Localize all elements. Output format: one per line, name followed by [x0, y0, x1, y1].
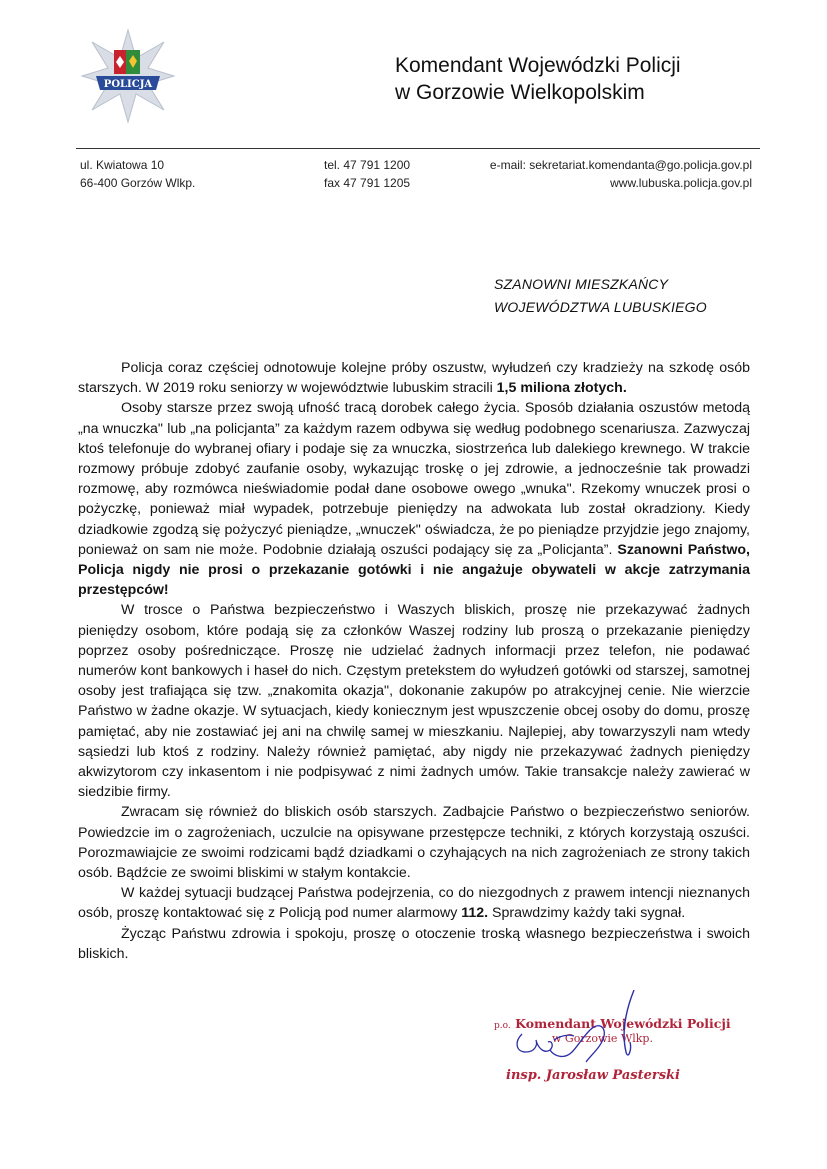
paragraph-2-text: Osoby starsze przez swoją ufność tracą dorobek całego życia. Sposób działania oszustów metodą „na wnuczka" lub „na policjanta” za każdym razem odbywa się według podobnego scenariusza. Zazwyczaj ktoś telefonuje do wybranej ofiary i podaje się za wnuczka, siostrzeńca lub dalekiego krewnego. W trakcie rozmowy próbuje zdobyć zaufanie osoby, wykazując troskę o jej zdrowie, a jednocześnie tak prowadzi rozmowę, aby rozmówca nieświadomie podał dane osobowe owego „wnuka". Rzekomy wnuczek prosi o pożyczkę, ponieważ miał wypadek, potrzebuje pieniędzy na adwokata lub został okradziony. Kiedy dziadkowie zgodzą się pożyczyć pieniądze, „wnuczek" oświadcza, że po pieniądze przyjdzie jego znajomy, ponieważ on sam nie może. Podobnie działają oszuści podający się za „Policjanta”.	[78, 400, 750, 558]
recipient-line-2: WOJEWÓDZTWA LUBUSKIEGO	[494, 299, 707, 315]
paragraph-6: Życząc Państwu zdrowia i spokoju, proszę o otoczenie troską własnego bezpieczeństwa i swoich bliskich.	[78, 925, 750, 962]
letterhead-title	[395, 52, 755, 106]
police-star-logo	[80, 28, 176, 124]
web-contact-block	[490, 156, 752, 192]
paragraph-5	[78, 883, 750, 923]
phone-fax: fax 47 791 1205	[324, 176, 411, 190]
paragraph-5-text: W każdej sytuacji budzącej Państwa podejrzenia, co do niezgodnych z prawem intencji nieznanych osób, proszę kontaktować się z Policją pod numer alarmowy	[78, 885, 750, 922]
header-divider	[76, 148, 760, 149]
stamp-prefix: p.o.	[494, 1021, 511, 1031]
email-text: e-mail: sekretariat.komendanta@go.policja.gov.pl	[489, 158, 752, 172]
logo-label: POLICJA	[103, 79, 153, 90]
paragraph-2-bold: Szanowni Państwo, Policja nigdy nie prosi o przekazanie gotówki i nie angażuje obywateli w akcje zatrzymania przestępców!	[78, 541, 750, 599]
handwritten-signature-icon	[494, 990, 754, 1100]
recipient-block	[494, 273, 707, 319]
address-city: 66-400 Gorzów Wlkp.	[80, 176, 196, 190]
title-line-2: w Gorzowie Wielkopolskim	[395, 81, 645, 104]
paragraph-1-text: Policja coraz częściej odnotowuje kolejne próby oszustw, wyłudzeń czy kradzieży na szkodę osób starszych. W 2019 roku seniorzy w województwie lubuskim stracili	[78, 360, 750, 397]
recipient-line-1: SZANOWNI MIESZKAŃCY	[494, 276, 669, 292]
paragraph-3: W trosce o Państwa bezpieczeństwo i Waszych bliskich, proszę nie przekazywać żadnych pieniędzy osobom, które podają się za członków Waszej rodziny lub proszą o przekazanie pieniędzy poprzez osoby pośredniczące. Proszę nie udzielać żadnych informacji przez telefon, nie podawać numerów kont bankowych i haseł do nich. Częstym pretekstem do wyłudzeń gotówki od starszej, samotnej osoby jest trafiająca się tzw. „znakomita okazja", dokonanie zakupów po atrakcyjnej cenie. Nie wierzcie Państwo w żadne okazje. W sytuacjach, kiedy koniecznym jest wpuszczenie obcej osoby do domu, proszę pamiętać, aby nie zostawiać jej ani na chwilę samej w mieszkaniu. Najlepiej, aby towarzyszyli nam wtedy sąsiedzi lub ktoś z rodziny. Należy również pamiętać, aby nigdy nie przekazywać żadnych pieniędzy akwizytorom czy inkasentom i nie podpisywać z nimi żadnych umów. Takie transakcje należy zawierać w siedzibie firmy.	[78, 602, 750, 801]
address-street: ul. Kwiatowa 10	[80, 158, 165, 172]
phone-block	[324, 156, 410, 192]
police-star-icon	[80, 28, 176, 124]
title-line-1: Komendant Wojewódzki Policji	[395, 54, 681, 77]
paragraph-2	[78, 398, 750, 600]
paragraph-5-bold: 112.	[461, 905, 489, 922]
address-block	[80, 156, 195, 192]
paragraph-4: Zwracam się również do bliskich osób starszych. Zadbajcie Państwo o bezpieczeństwo seniorów. Powiedzcie im o zagrożeniach, uczulcie na opisywane przestępcze techniki, z których korzystają oszuści. Porozmawiajcie ze swoimi rodzicami bądź dziadkami o czyhających na nich zagrożeniach ze strony takich osób. Bądźcie ze swoimi bliskimi w stałym kontakcie.	[78, 804, 750, 882]
paragraph-5-tail: Sprawdzimy każdy taki sygnał.	[488, 905, 686, 922]
stamp-line-2: w Gorzowie Wlkp.	[552, 1032, 653, 1045]
paragraph-1	[78, 358, 750, 398]
stamp-title: Komendant Wojewódzki Policji	[515, 1016, 731, 1031]
phone-tel: tel. 47 791 1200	[324, 158, 411, 172]
signature-block	[494, 990, 754, 1100]
stamp-name: insp. Jarosław Pasterski	[506, 1068, 680, 1083]
letter-body	[78, 358, 750, 964]
website-text: www.lubuska.policja.gov.pl	[610, 176, 752, 190]
paragraph-1-bold: 1,5 miliona złotych.	[496, 380, 627, 397]
